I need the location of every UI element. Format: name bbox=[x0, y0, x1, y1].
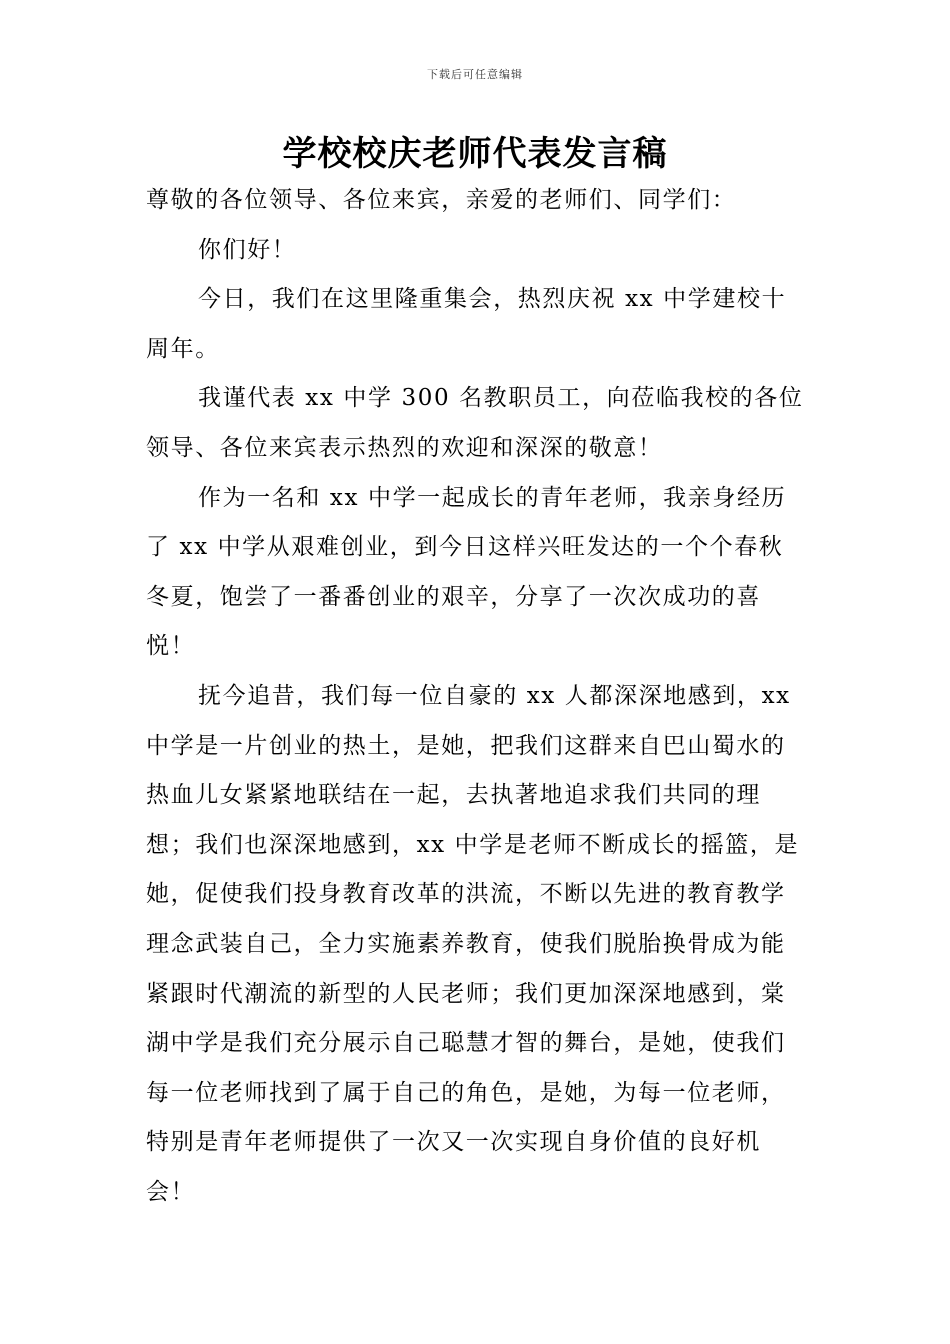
document-title: 学校校庆老师代表发言稿 bbox=[282, 134, 668, 174]
paragraph-celebration: 今日，我们在这里隆重集会，热烈庆祝 xx 中学建校十周年。 bbox=[146, 286, 787, 362]
document-body bbox=[146, 176, 806, 1217]
paragraph-experience: 作为一名和 xx 中学一起成长的青年老师，我亲身经历了 xx 中学从艰难创业，到今日这样兴旺发达的一个个春秋冬夏，饱尝了一番番创业的艰辛，分享了一次次成功的喜悦！ bbox=[146, 484, 787, 660]
paragraph-welcome: 我谨代表 xx 中学 300 名教职员工，向莅临我校的各位领导、各位来宾表示热烈的欢迎和深深的敬意！ bbox=[146, 385, 804, 461]
paragraph-greeting: 你们好！ bbox=[198, 236, 297, 263]
salutation: 尊敬的各位领导、各位来宾，亲爱的老师们、同学们： bbox=[146, 187, 737, 213]
paragraph-reflection: 抚今追昔，我们每一位自豪的 xx 人都深深地感到，xx 中学是一片创业的热土，是她，把我们这群来自巴山蜀水的热血儿女紧紧地联结在一起，去执著地追求我们共同的理想；我们也深深地感到，xx 中学是老师不断成长的摇篮，是她，促使我们投身教育改革的洪流，不断以先进的教育教学理念武装自己，全力实施素养教育，使我们脱胎换骨成为能紧跟时代潮流的新型的人民老师；我们更加深深地感到，棠湖中学是我们充分展示自己聪慧才智的舞台，是她，使我们每一位老师找到了属于自己的角色，是她，为每一位老师，特别是青年老师提供了一次又一次实现自身价值的良好机会！ bbox=[146, 682, 800, 1205]
header-note: 下载后可任意编辑 bbox=[427, 68, 523, 81]
